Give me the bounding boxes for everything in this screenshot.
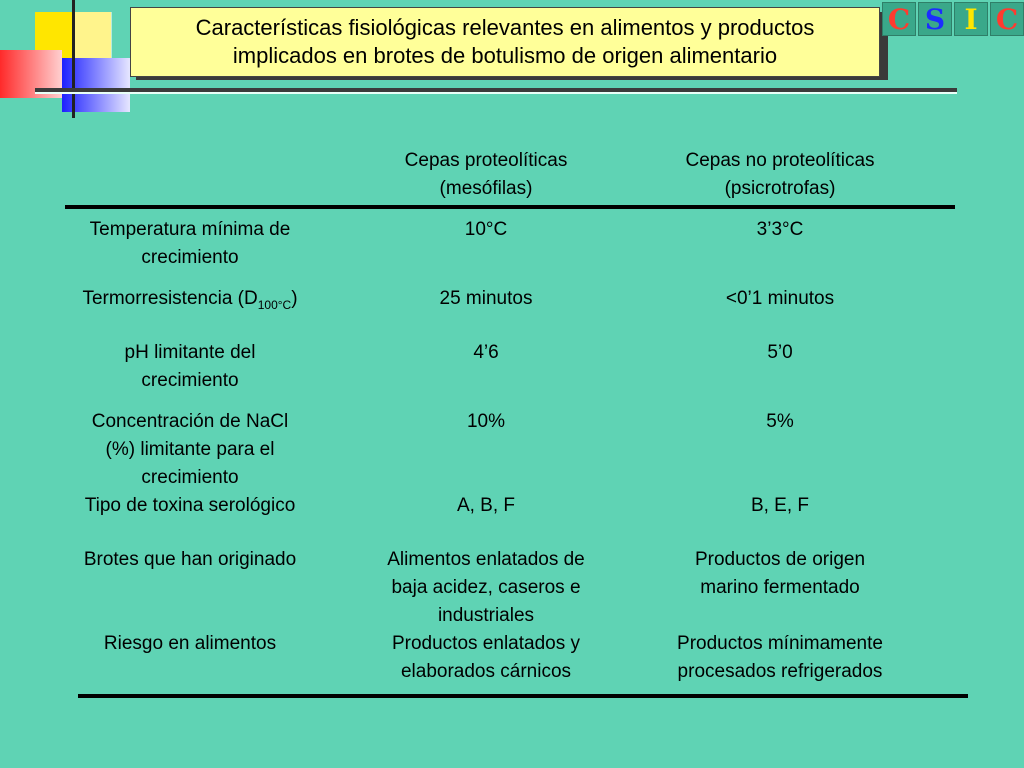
cell-ph-no-proteoliticas: 5’0	[767, 342, 793, 363]
header-no-proteoliticas	[640, 147, 920, 203]
logo-letter-c1: C	[882, 2, 916, 36]
cell-toxina-no-proteoliticas: B, E, F	[750, 495, 810, 516]
row-label-termorresistencia	[50, 285, 330, 313]
header-proteoliticas	[346, 147, 626, 203]
row-label-main: Termorresistencia (D	[82, 288, 258, 309]
decor-vertical-line	[72, 0, 75, 118]
row-label-riesgo: Riesgo en alimentos	[103, 633, 277, 654]
row-label-nacl	[50, 408, 330, 492]
header-no-proteoliticas-line1: Cepas no proteolíticas	[685, 150, 875, 171]
row-label-temperatura	[50, 216, 330, 272]
cell-line: marino fermentado	[700, 577, 860, 598]
cell-ph-proteoliticas: 4’6	[473, 342, 499, 363]
table-bottom-rule	[78, 694, 968, 698]
cell-line: baja acidez, caseros e	[391, 577, 581, 598]
row-label-line: crecimiento	[141, 247, 239, 268]
row-label-line: crecimiento	[141, 370, 239, 391]
title-line-1: Características fisiológicas relevantes en alimentos y productos	[195, 15, 815, 40]
row-label-ph	[50, 339, 330, 395]
row-label-brotes: Brotes que han originado	[83, 549, 297, 570]
cell-termorresistencia-proteoliticas: 25 minutos	[439, 288, 533, 309]
cell-riesgo-no-proteoliticas	[640, 630, 920, 686]
cell-line: Productos mínimamente	[677, 633, 883, 654]
logo-letter-i: I	[954, 2, 988, 36]
header-proteoliticas-line1: Cepas proteolíticas	[404, 150, 568, 171]
cell-line: industriales	[437, 605, 535, 626]
cell-toxina-proteoliticas: A, B, F	[456, 495, 516, 516]
decor-horizontal-highlight	[35, 92, 957, 94]
cell-termorresistencia-no-proteoliticas: <0’1 minutos	[725, 288, 835, 309]
logo-letter-s: S	[918, 2, 952, 36]
row-label-line: (%) limitante para el	[105, 439, 275, 460]
cell-nacl-proteoliticas: 10%	[466, 411, 506, 432]
cell-line: Alimentos enlatados de	[387, 549, 585, 570]
csic-logo	[882, 2, 1024, 36]
row-label-line: crecimiento	[141, 467, 239, 488]
cell-line: elaborados cárnicos	[400, 661, 572, 682]
cell-line: Productos de origen	[694, 549, 866, 570]
row-label-subscript: 100°C	[257, 297, 292, 312]
cell-temperatura-no-proteoliticas: 3’3°C	[756, 219, 804, 240]
row-label-end: )	[291, 288, 298, 309]
row-label-line: Concentración de NaCl	[91, 411, 289, 432]
title-line-2: implicados en brotes de botulismo de origen alimentario	[232, 43, 778, 68]
logo-letter-c2: C	[990, 2, 1024, 36]
header-proteoliticas-line2: (mesófilas)	[439, 178, 533, 199]
cell-nacl-no-proteoliticas: 5%	[766, 411, 794, 432]
cell-brotes-no-proteoliticas	[640, 546, 920, 602]
cell-line: procesados refrigerados	[677, 661, 883, 682]
cell-line: Productos enlatados y	[391, 633, 580, 654]
row-label-toxina: Tipo de toxina serológico	[84, 495, 296, 516]
cell-brotes-proteoliticas	[346, 546, 626, 630]
row-label-line: pH limitante del	[124, 342, 256, 363]
slide-title	[130, 7, 880, 77]
header-no-proteoliticas-line2: (psicrotrofas)	[724, 178, 836, 199]
cell-temperatura-proteoliticas: 10°C	[464, 219, 508, 240]
cell-riesgo-proteoliticas	[346, 630, 626, 686]
row-label-line: Temperatura mínima de	[89, 219, 291, 240]
table-top-rule	[65, 205, 955, 209]
